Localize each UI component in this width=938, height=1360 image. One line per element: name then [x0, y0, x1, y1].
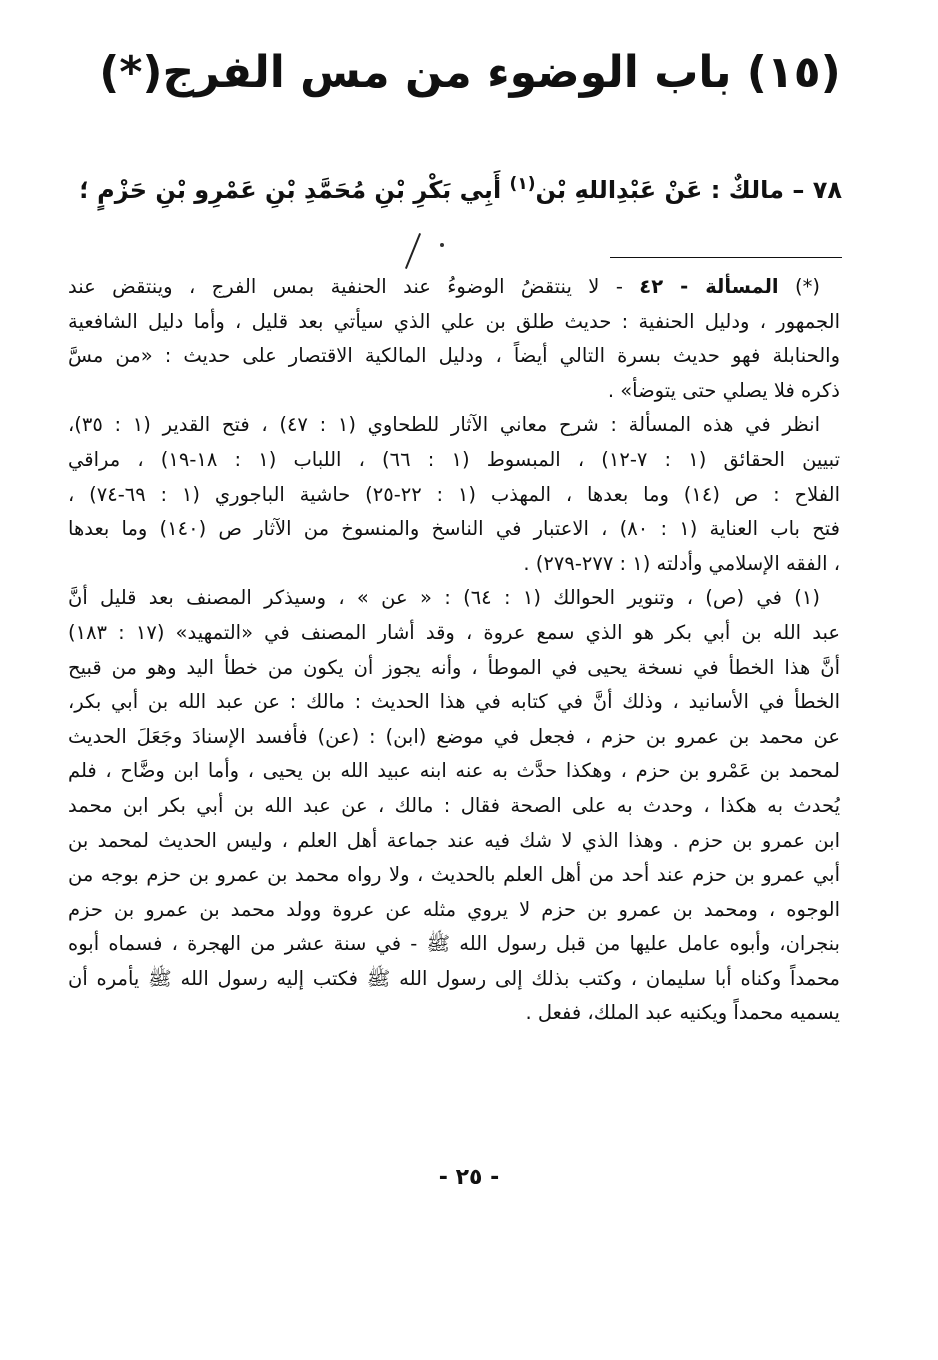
reference-line: ، الفقه الإسلامي وأدلته (١ : ٢٧٧-٢٧٩) . [523, 551, 840, 575]
hadith-78: ٧٨ – مالكٌ : عَنْ عَبْدِاللهِ بْن$^{(١)}$ أَبِي بَكْرِ بْنِ مُحَمَّدِ بْنِ عَمْرِو بْنِ حَزْمٍ ؛ [79, 174, 842, 204]
footnote-line: لمحمد بن عَمْرو بن حزم ، وهكذا حدَّث به عنه ابنه عبيد الله بن يحيى ، وأما ابن وضَّاح ، فلم [68, 759, 840, 783]
footnote-line: ابن عمرو بن حزم . وهذا الذي لا شك فيه عند جماعة أهل العلم ، وليس الحديث لمحمد بن [68, 828, 840, 852]
footnote-line: عن محمد بن عمرو بن حزم ، فجعل في موضع (ابن) : (عن) فأفسد الإسنادَ وجَعَلَ الحديث [68, 724, 840, 748]
footnote-separator [610, 257, 842, 258]
footnote-line: أبي عمرو بن حزم عند أحد من أهل العلم بالحديث ، ولا رواه محمد بن عمرو بن حزم بوجه من [68, 863, 840, 887]
page-number: - ٢٥ - [438, 1165, 500, 1190]
footnote-line: الجمهور ، ودليل الحنفية : حديث طلق بن علي الذي سيأتي بعد قليل ، وأما دليل الشافعية [68, 309, 840, 333]
footnote-line: محمداً وكناه أبا سليمان ، وكتب بذلك إلى رسول الله ﷺ فكتب إليه رسول الله ﷺ يأمره أن [68, 966, 840, 990]
footnote-line [68, 270, 840, 305]
footnote-1-text: في (ص) ، وتنوير الحوالك (١ : ٦٤) : « عن » ، وسيذكر المصنف بعد قليل أنَّ [68, 586, 782, 610]
reference-line: الفلاح : ص (١٤) وما بعدها ، المهذب (١ : ٢٢-٢٥) حاشية الباجوري (١ : ٦٩-٧٤) ، [68, 482, 840, 506]
footnote-reference-1[interactable]: (١) [509, 174, 536, 194]
footnote-line: يسميه محمداً ويكنيه عبد الملك، ففعل . [525, 1001, 840, 1025]
footnote-star [68, 270, 840, 408]
ink-dot [440, 243, 444, 247]
footnote-1-marker: (١) [794, 586, 820, 610]
footnote-line: الوجوه ، ومحمد بن عمرو بن حزم لا يروي مثله عن عروة وولد محمد بن عمرو بن حزم [68, 897, 840, 921]
hadith-text-part1: مالكٌ : عَنْ عَبْدِاللهِ بْن [535, 176, 784, 204]
footnote-line: ذكره فلا يصلي حتى يتوضأ» . [607, 378, 840, 402]
footnote-line: عبد الله بن أبي بكر هو الذي سمع عروة ، وقد أشار المصنف في «التمهيد» (١٧ : ١٨٣) [68, 620, 840, 644]
footnote-line: الخطأ في الأسانيد ، وذلك أنَّ في كتابه في هذا الحديث : مالك : عن عبد الله بن أبي بكر، [68, 690, 840, 714]
footnote-line: يُحدث به هكذا ، وحدث به على الصحة فقال : مالك ، عن عبد الله بن أبي بكر ابن محمد [68, 793, 840, 817]
footnote-star-marker: (*) [795, 275, 821, 298]
pen-mark [405, 233, 421, 269]
hadith-number: ٧٨ [812, 176, 842, 204]
footnote-references [68, 408, 840, 581]
footnote-star-text: - لا ينتقضُ الوضوءُ عند الحنفية بمس الفرج ، وينتقض عند [68, 275, 623, 298]
reference-line: انظر في هذه المسألة : شرح معاني الآثار للطحاوي (١ : ٤٧) ، فتح القدير (١ : ٣٥)، [68, 413, 820, 437]
footnote-line: أنَّ هذا الخطأ في نسخة يحيى في الموطأ ، وأنه يجوز أن يكون من خطأ اليد وهو من قبيح [68, 655, 840, 679]
footnote-1 [68, 581, 840, 1031]
footnotes [68, 270, 840, 1031]
chapter-title: (١٥) باب الوضوء من مس الفرج(*) [99, 47, 841, 98]
hadith-text-part2: أَبِي بَكْرِ بْنِ مُحَمَّدِ بْنِ عَمْرِو بْنِ حَزْمٍ ؛ [79, 176, 502, 204]
footnote-line [68, 581, 840, 616]
reference-line: فتح باب العناية (١ : ٨٠) ، الاعتبار في الناسخ والمنسوخ من الآثار ص (١٤٠) وما بعدها [68, 517, 840, 541]
issue-label: المسألة - ٤٢ [639, 275, 779, 298]
footnote-line: والحنابلة فهو حديث بسرة التالي أيضاً ، ودليل المالكية الاقتصار على حديث : «من مسَّ [68, 344, 840, 368]
reference-line: تبيين الحقائق (١ : ٧-١٢) ، المبسوط (١ : ٦٦) ، اللباب (١ : ١٨-١٩) ، مراقي [68, 447, 840, 471]
footnote-line: بنجران، وأبوه عامل عليها من قبل رسول الله ﷺ - في سنة عشر من الهجرة ، فسماه أبوه [68, 932, 840, 956]
